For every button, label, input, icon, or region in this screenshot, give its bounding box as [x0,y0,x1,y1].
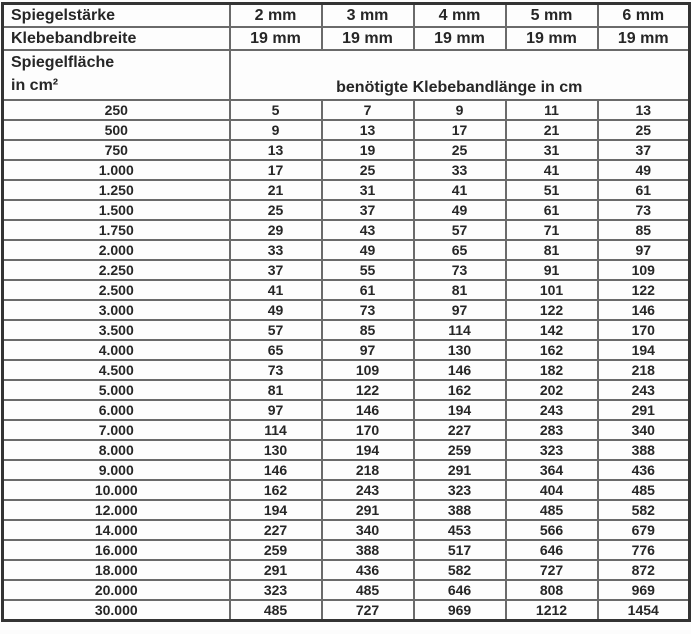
tape-length-cell: 91 [506,260,598,280]
column-header-row [3,50,690,100]
table-row [3,560,690,580]
tape-length-cell: 97 [414,300,506,320]
tape-length-cell: 162 [230,480,322,500]
tape-length-cell: 388 [322,540,414,560]
tape-length-cell: 1212 [506,600,598,621]
area-cell: 250 [3,100,230,120]
table-row [3,200,690,220]
tape-length-cell: 227 [414,420,506,440]
tape-length-cell: 85 [598,220,690,240]
tape-length-cell: 130 [230,440,322,460]
tape-length-cell: 73 [414,260,506,280]
table-row [3,500,690,520]
tape-length-cell: 146 [598,300,690,320]
area-cell: 4.500 [3,360,230,380]
area-cell: 1.750 [3,220,230,240]
tape-length-cell: 61 [506,200,598,220]
tape-width-value-cell: 19 mm [230,27,322,50]
area-cell: 8.000 [3,440,230,460]
tape-length-cell: 291 [598,400,690,420]
tape-length-cell: 25 [322,160,414,180]
mirror-area-header [3,50,230,100]
area-cell: 3.000 [3,300,230,320]
tape-length-cell: 340 [598,420,690,440]
tape-length-cell: 323 [230,580,322,600]
tape-length-cell: 194 [230,500,322,520]
mirror-area-header-line1: Spiegelfläche [11,54,115,71]
mirror-area-header-line2: in cm² [11,77,59,94]
table-row [3,480,690,500]
table-row [3,600,690,621]
table-row [3,340,690,360]
area-cell: 5.000 [3,380,230,400]
tape-length-cell: 122 [598,280,690,300]
area-cell: 10.000 [3,480,230,500]
table-row [3,400,690,420]
tape-length-cell: 85 [322,320,414,340]
tape-length-cell: 61 [322,280,414,300]
tape-length-cell: 33 [414,160,506,180]
tape-length-cell: 388 [598,440,690,460]
tape-length-cell: 31 [322,180,414,200]
table-row [3,280,690,300]
tape-length-cell: 364 [506,460,598,480]
table-row [3,160,690,180]
tape-length-cell: 37 [322,200,414,220]
tape-length-cell: 194 [414,400,506,420]
tape-length-cell: 969 [598,580,690,600]
tape-length-cell: 81 [506,240,598,260]
tape-length-cell: 49 [598,160,690,180]
tape-length-cell: 259 [230,540,322,560]
area-cell: 1.500 [3,200,230,220]
tape-length-cell: 73 [322,300,414,320]
tape-length-cell: 162 [414,380,506,400]
tape-length-cell: 81 [230,380,322,400]
tape-length-cell: 65 [230,340,322,360]
tape-length-cell: 485 [230,600,322,621]
tape-length-cell: 291 [322,500,414,520]
tape-length-cell: 9 [414,100,506,120]
tape-length-cell: 485 [322,580,414,600]
tape-length-cell: 71 [506,220,598,240]
tape-length-cell: 162 [506,340,598,360]
table-row [3,580,690,600]
tape-length-cell: 109 [598,260,690,280]
table-row [3,220,690,240]
area-cell: 2.500 [3,280,230,300]
tape-length-cell: 283 [506,420,598,440]
tape-width-value-cell: 19 mm [322,27,414,50]
tape-length-cell: 37 [230,260,322,280]
tape-length-cell: 323 [506,440,598,460]
tape-length-cell: 41 [230,280,322,300]
tape-length-cell: 13 [598,100,690,120]
area-cell: 9.000 [3,460,230,480]
thickness-value-cell: 6 mm [598,4,690,28]
table-row [3,420,690,440]
tape-length-cell: 31 [506,140,598,160]
area-cell: 750 [3,140,230,160]
tape-length-header: benötigte Klebebandlänge in cm [230,50,690,100]
area-cell: 1.000 [3,160,230,180]
tape-length-cell: 969 [414,600,506,621]
tape-length-cell: 436 [322,560,414,580]
tape-length-cell: 109 [322,360,414,380]
thickness-value-cell: 2 mm [230,4,322,28]
tape-length-cell: 17 [230,160,322,180]
tape-length-cell: 646 [506,540,598,560]
tape-length-cell: 61 [598,180,690,200]
tape-length-cell: 25 [230,200,322,220]
tape-length-cell: 114 [414,320,506,340]
tape-length-cell: 29 [230,220,322,240]
table-row [3,120,690,140]
area-cell: 18.000 [3,560,230,580]
tape-length-cell: 243 [322,480,414,500]
tape-length-cell: 73 [230,360,322,380]
tape-length-cell: 25 [598,120,690,140]
table-row [3,520,690,540]
tape-length-cell: 41 [414,180,506,200]
tape-width-value-cell: 19 mm [598,27,690,50]
area-cell: 20.000 [3,580,230,600]
tape-length-cell: 114 [230,420,322,440]
area-cell: 6.000 [3,400,230,420]
tape-length-cell: 7 [322,100,414,120]
tape-length-cell: 202 [506,380,598,400]
table-row [3,380,690,400]
mirror-thickness-label: Spiegelstärke [3,4,230,28]
area-cell: 2.250 [3,260,230,280]
tape-length-cell: 485 [598,480,690,500]
tape-length-cell: 170 [598,320,690,340]
tape-length-cell: 33 [230,240,322,260]
tape-length-cell: 97 [322,340,414,360]
tape-length-cell: 291 [230,560,322,580]
tape-length-cell: 122 [322,380,414,400]
area-cell: 1.250 [3,180,230,200]
tape-length-cell: 130 [414,340,506,360]
tape-length-cell: 727 [506,560,598,580]
tape-length-cell: 146 [230,460,322,480]
tape-length-cell: 122 [506,300,598,320]
thickness-value-cell: 5 mm [506,4,598,28]
tape-length-cell: 37 [598,140,690,160]
tape-length-cell: 453 [414,520,506,540]
area-cell: 7.000 [3,420,230,440]
tape-length-cell: 57 [414,220,506,240]
tape-length-cell: 19 [322,140,414,160]
tape-length-cell: 11 [506,100,598,120]
tape-length-cell: 323 [414,480,506,500]
tape-length-cell: 872 [598,560,690,580]
tape-length-cell: 517 [414,540,506,560]
table-row [3,180,690,200]
tape-length-cell: 291 [414,460,506,480]
table-row [3,360,690,380]
tape-length-cell: 776 [598,540,690,560]
table-body [3,100,690,621]
tape-length-cell: 41 [506,160,598,180]
tape-length-cell: 646 [414,580,506,600]
tape-length-cell: 73 [598,200,690,220]
area-cell: 3.500 [3,320,230,340]
table-row [3,320,690,340]
table-row [3,460,690,480]
tape-length-cell: 340 [322,520,414,540]
tape-length-cell: 227 [230,520,322,540]
tape-length-cell: 51 [506,180,598,200]
tape-length-cell: 21 [230,180,322,200]
area-cell: 30.000 [3,600,230,621]
tape-width-label: Klebebandbreite [3,27,230,50]
tape-length-cell: 146 [414,360,506,380]
tape-length-cell: 13 [322,120,414,140]
tape-length-cell: 21 [506,120,598,140]
area-cell: 2.000 [3,240,230,260]
tape-length-cell: 218 [598,360,690,380]
tape-length-cell: 1454 [598,600,690,621]
tape-length-cell: 170 [322,420,414,440]
tape-length-cell: 194 [322,440,414,460]
tape-length-cell: 57 [230,320,322,340]
table-row [3,240,690,260]
tape-length-cell: 101 [506,280,598,300]
tape-length-cell: 146 [322,400,414,420]
tape-length-cell: 5 [230,100,322,120]
area-cell: 4.000 [3,340,230,360]
tape-length-cell: 436 [598,460,690,480]
table-row [3,540,690,560]
tape-length-cell: 25 [414,140,506,160]
tape-length-cell: 259 [414,440,506,460]
tape-length-cell: 9 [230,120,322,140]
tape-length-cell: 582 [598,500,690,520]
tape-length-cell: 65 [414,240,506,260]
tape-length-cell: 727 [322,600,414,621]
tape-length-cell: 218 [322,460,414,480]
area-cell: 16.000 [3,540,230,560]
mirror-thickness-row [3,4,690,28]
tape-length-cell: 13 [230,140,322,160]
table-row [3,100,690,120]
tape-length-cell: 17 [414,120,506,140]
tape-length-cell: 679 [598,520,690,540]
tape-length-cell: 194 [598,340,690,360]
tape-length-cell: 404 [506,480,598,500]
tape-width-row [3,27,690,50]
tape-length-cell: 243 [506,400,598,420]
tape-width-value-cell: 19 mm [414,27,506,50]
tape-length-cell: 97 [598,240,690,260]
tape-length-cell: 182 [506,360,598,380]
area-cell: 500 [3,120,230,140]
klebeband-length-table [1,2,691,622]
tape-length-cell: 388 [414,500,506,520]
tape-length-cell: 49 [414,200,506,220]
tape-length-cell: 142 [506,320,598,340]
tape-length-cell: 49 [230,300,322,320]
tape-length-cell: 55 [322,260,414,280]
thickness-value-cell: 3 mm [322,4,414,28]
table-row [3,140,690,160]
tape-length-cell: 81 [414,280,506,300]
tape-length-cell: 566 [506,520,598,540]
table-row [3,260,690,280]
table-row [3,300,690,320]
tape-width-value-cell: 19 mm [506,27,598,50]
tape-length-cell: 485 [506,500,598,520]
tape-length-cell: 97 [230,400,322,420]
area-cell: 14.000 [3,520,230,540]
area-cell: 12.000 [3,500,230,520]
tape-length-cell: 243 [598,380,690,400]
tape-length-cell: 49 [322,240,414,260]
table-row [3,440,690,460]
tape-length-cell: 582 [414,560,506,580]
thickness-value-cell: 4 mm [414,4,506,28]
tape-length-cell: 43 [322,220,414,240]
tape-length-cell: 808 [506,580,598,600]
